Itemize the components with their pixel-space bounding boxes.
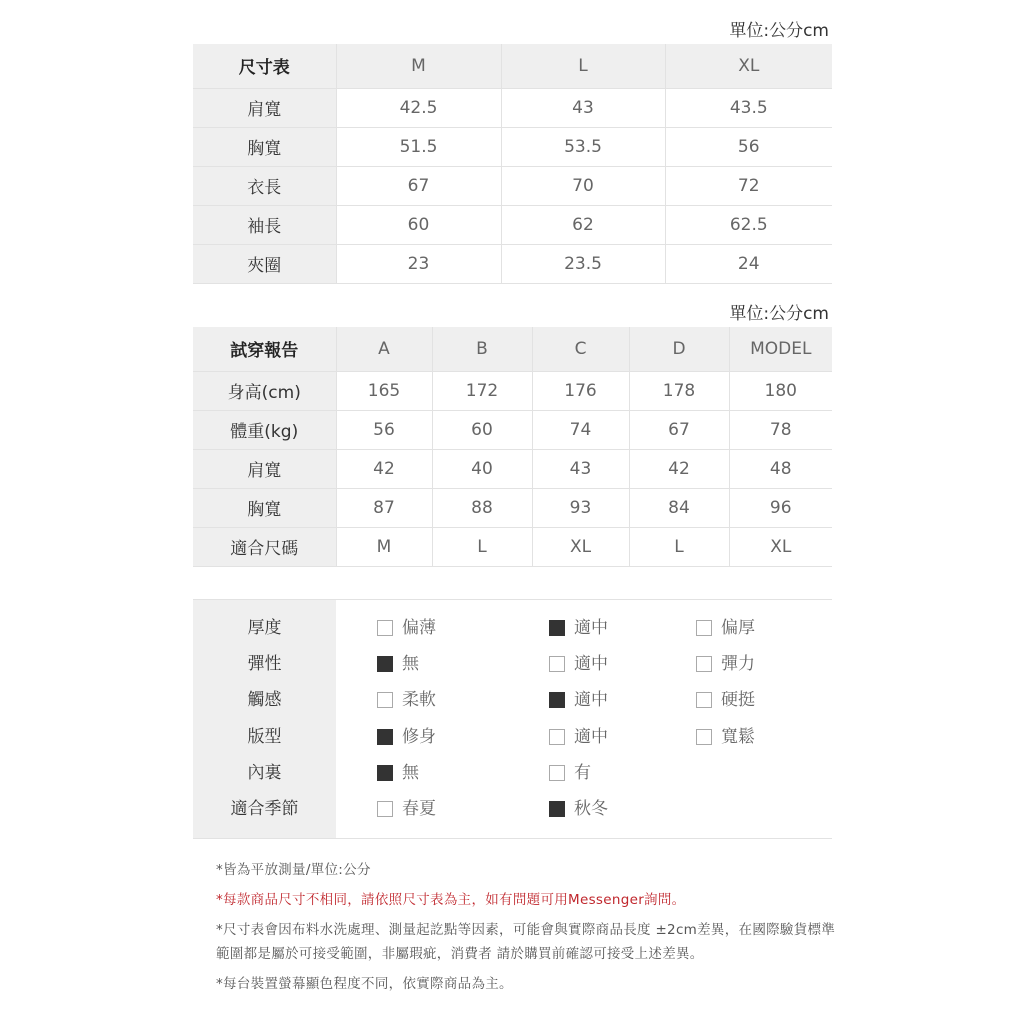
fabric-option-label: 適中 (574, 618, 608, 638)
fit-report-cell: 172 (432, 371, 532, 410)
size-table-cell: 43.5 (665, 88, 832, 127)
fabric-option (377, 619, 436, 637)
fit-report-row-label: 適合尺碼 (193, 527, 336, 566)
fit-report-row-label: 肩寬 (193, 449, 336, 488)
fit-report-cell: 48 (729, 449, 832, 488)
fit-report-cell: 67 (629, 410, 729, 449)
fit-report-unit: 單位:公分cm (729, 304, 829, 324)
fabric-option (696, 691, 755, 709)
fit-report-header-cell: D (629, 327, 729, 371)
unchecked-box-icon (377, 801, 393, 817)
fit-report-cell: 176 (532, 371, 629, 410)
unchecked-box-icon (549, 765, 565, 781)
fabric-option-label: 秋冬 (574, 799, 608, 819)
fabric-option (696, 655, 755, 673)
fabric-row (193, 719, 832, 755)
checked-box-icon (377, 765, 393, 781)
fit-report-row-label: 體重(kg) (193, 410, 336, 449)
fabric-row-label: 觸感 (247, 690, 282, 711)
note-size-differs: *每款商品尺寸不相同，請依照尺寸表為主，如有問題可用Messenger詢問。 (216, 892, 686, 908)
checked-box-icon (377, 656, 393, 672)
fabric-option-label: 彈力 (721, 654, 755, 675)
unchecked-box-icon (696, 692, 712, 708)
fabric-option (377, 655, 419, 673)
fit-report-row (193, 371, 832, 410)
fit-report-cell: 87 (336, 488, 432, 527)
fit-report-header-cell: 試穿報告 (193, 327, 336, 371)
size-table-cell: 53.5 (501, 127, 665, 166)
size-table-header-cell: M (336, 44, 501, 88)
size-table-cell: 60 (336, 205, 501, 244)
size-table-cell: 72 (665, 166, 832, 205)
checked-box-icon (549, 801, 565, 817)
fabric-option (377, 691, 436, 709)
size-table-row (193, 205, 832, 244)
fit-report-cell: 78 (729, 410, 832, 449)
size-table-header-cell: 尺寸表 (193, 44, 336, 88)
fit-report-cell: XL (729, 527, 832, 566)
fabric-option-label: 修身 (402, 726, 436, 747)
unchecked-box-icon (696, 729, 712, 745)
fit-report-cell: 88 (432, 488, 532, 527)
size-table (193, 44, 832, 284)
size-table-cell: 51.5 (336, 127, 501, 166)
fabric-option-label: 無 (402, 762, 419, 783)
note-screen-color: *每台裝置螢幕顯色程度不同，依實際商品為主。 (216, 976, 513, 992)
size-table-header-cell: XL (665, 44, 832, 88)
fit-report-cell: M (336, 527, 432, 566)
fabric-row-label: 版型 (247, 726, 282, 747)
fabric-row (193, 610, 832, 646)
fabric-row (193, 646, 832, 682)
size-table-row-label: 胸寬 (193, 127, 336, 166)
checked-box-icon (549, 692, 565, 708)
size-table-row (193, 127, 832, 166)
fabric-option (696, 619, 755, 637)
note-measure: *皆為平放測量/單位:公分 (216, 862, 371, 878)
fit-report-cell: 178 (629, 371, 729, 410)
fit-report-cell: 180 (729, 371, 832, 410)
size-table-cell: 70 (501, 166, 665, 205)
fabric-option-label: 適中 (574, 690, 608, 711)
unchecked-box-icon (377, 620, 393, 636)
fabric-option (549, 655, 608, 673)
fabric-option-label: 柔軟 (402, 690, 436, 711)
unchecked-box-icon (696, 656, 712, 672)
fabric-option-label: 適中 (574, 726, 608, 747)
fit-report-row (193, 527, 832, 566)
fabric-row-label: 內裏 (247, 762, 282, 783)
fit-report-cell: L (432, 527, 532, 566)
size-table-header-row (193, 44, 832, 88)
fabric-option-label: 適中 (574, 654, 608, 675)
fit-report-cell: 60 (432, 410, 532, 449)
size-table-cell: 56 (665, 127, 832, 166)
fabric-row (193, 682, 832, 718)
fabric-option-label: 偏薄 (402, 618, 436, 638)
fabric-row-label: 厚度 (247, 618, 282, 638)
fabric-option (696, 728, 755, 746)
fit-report-cell: 42 (336, 449, 432, 488)
fit-report-cell: 42 (629, 449, 729, 488)
checked-box-icon (549, 620, 565, 636)
fit-report-row (193, 488, 832, 527)
size-table-cell: 62 (501, 205, 665, 244)
size-table-cell: 62.5 (665, 205, 832, 244)
size-table-cell: 42.5 (336, 88, 501, 127)
size-table-cell: 24 (665, 244, 832, 283)
fabric-row (193, 755, 832, 791)
note-tolerance: *尺寸表會因布料水洗處理、測量起訖點等因素，可能會與實際商品長度 ±2cm差異，在國際驗貨標準範圍都是屬於可接受範圍，非屬瑕疵，消費者 請於購買前確認可接受上述差異。 (216, 922, 836, 962)
size-table-row-label: 袖長 (193, 205, 336, 244)
fabric-row-label: 適合季節 (230, 799, 299, 819)
fit-report-cell: 93 (532, 488, 629, 527)
fit-report-row-label: 胸寬 (193, 488, 336, 527)
fabric-option-label: 無 (402, 654, 419, 675)
fabric-option (377, 728, 436, 746)
fabric-option (377, 764, 419, 782)
fit-report-cell: 40 (432, 449, 532, 488)
unchecked-box-icon (377, 692, 393, 708)
checked-box-icon (377, 729, 393, 745)
fit-report-header-cell: MODEL (729, 327, 832, 371)
fit-report-header-cell: B (432, 327, 532, 371)
size-table-unit: 單位:公分cm (729, 21, 829, 41)
fabric-option (549, 800, 608, 818)
size-table-cell: 43 (501, 88, 665, 127)
unchecked-box-icon (549, 729, 565, 745)
fit-report-cell: 165 (336, 371, 432, 410)
size-table-cell: 67 (336, 166, 501, 205)
fabric-row-label: 彈性 (247, 654, 282, 675)
fabric-option (549, 728, 608, 746)
fabric-option-label: 春夏 (402, 799, 436, 819)
notes (216, 858, 836, 1002)
fit-report-header-cell: A (336, 327, 432, 371)
fit-report-cell: 56 (336, 410, 432, 449)
fabric-option (549, 691, 608, 709)
fabric-option-label: 寬鬆 (721, 726, 755, 747)
fabric-option-label: 硬挺 (721, 690, 755, 711)
size-table-row-label: 肩寬 (193, 88, 336, 127)
size-table-header-cell: L (501, 44, 665, 88)
unchecked-box-icon (696, 620, 712, 636)
size-table-row-label: 夾圈 (193, 244, 336, 283)
fit-report-row-label: 身高(cm) (193, 371, 336, 410)
fit-report-cell: 96 (729, 488, 832, 527)
unchecked-box-icon (549, 656, 565, 672)
size-table-cell: 23.5 (501, 244, 665, 283)
fabric-option (549, 619, 608, 637)
fit-report-cell: 74 (532, 410, 629, 449)
size-table-cell: 23 (336, 244, 501, 283)
fabric-option-label: 有 (574, 762, 591, 783)
size-table-row (193, 166, 832, 205)
fabric-option-label: 偏厚 (721, 618, 755, 638)
fit-report-cell: L (629, 527, 729, 566)
fit-report-cell: XL (532, 527, 629, 566)
fit-report-row (193, 449, 832, 488)
size-table-row (193, 88, 832, 127)
fabric-row (193, 791, 832, 827)
size-table-row-label: 衣長 (193, 166, 336, 205)
fit-report-table (193, 327, 832, 567)
fit-report-header-row (193, 327, 832, 371)
fit-report-header-cell: C (532, 327, 629, 371)
fabric-properties (193, 599, 832, 839)
size-table-row (193, 244, 832, 283)
fabric-option (549, 764, 591, 782)
fit-report-cell: 43 (532, 449, 629, 488)
fit-report-row (193, 410, 832, 449)
fit-report-cell: 84 (629, 488, 729, 527)
fabric-option (377, 800, 436, 818)
